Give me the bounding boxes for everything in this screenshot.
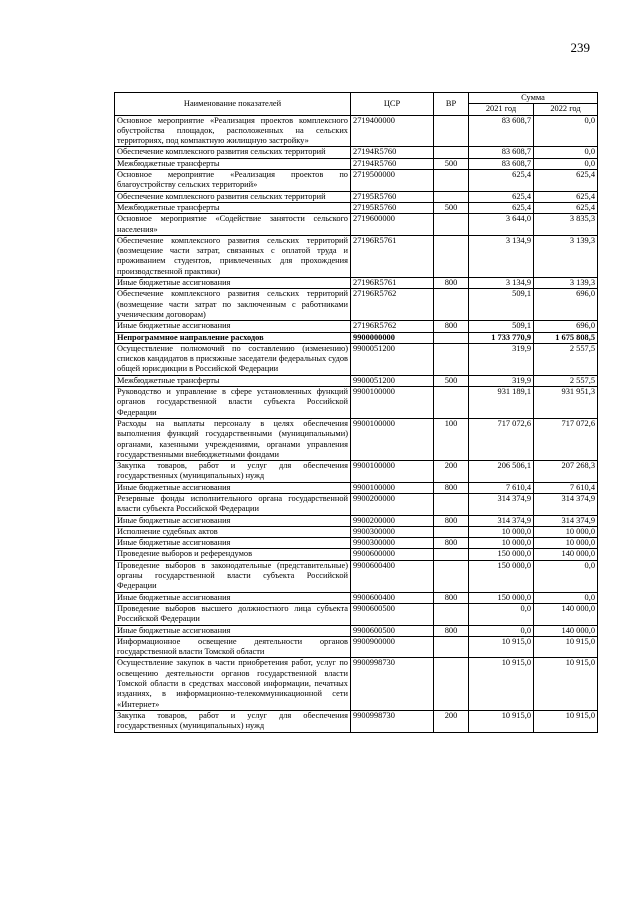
- row-name: Обеспечение комплексного развития сельских территорий: [115, 147, 351, 158]
- row-name: Межбюджетные трансферты: [115, 158, 351, 169]
- row-name: Обеспечение комплексного развития сельских территорий (возмещение части затрат по заключенным с работниками ученическим договорам): [115, 289, 351, 321]
- header-csr: ЦСР: [351, 93, 434, 116]
- row-csr: 9900200000: [351, 493, 434, 515]
- row-sum-2022: 314 374,9: [534, 515, 598, 526]
- row-name: Проведение выборов и референдумов: [115, 549, 351, 560]
- row-vr: [434, 343, 469, 375]
- table-row: [115, 321, 598, 332]
- row-vr: [434, 147, 469, 158]
- table-row: [115, 147, 598, 158]
- row-sum-2021: 319,9: [469, 375, 534, 386]
- row-sum-2021: 0,0: [469, 603, 534, 625]
- row-name: Иные бюджетные ассигнования: [115, 625, 351, 636]
- row-vr: [434, 170, 469, 192]
- table-row: [115, 375, 598, 386]
- table-row: [115, 115, 598, 147]
- header-vr: ВР: [434, 93, 469, 116]
- row-sum-2021: 150 000,0: [469, 549, 534, 560]
- table-row: [115, 387, 598, 419]
- row-sum-2021: 150 000,0: [469, 592, 534, 603]
- row-csr: 9900300000: [351, 538, 434, 549]
- row-name: Закупка товаров, работ и услуг для обеспечения государственных (муниципальных) нужд: [115, 710, 351, 732]
- row-sum-2022: 10 000,0: [534, 526, 598, 537]
- row-sum-2022: 717 072,6: [534, 418, 598, 460]
- row-csr: 9900900000: [351, 636, 434, 658]
- row-csr: 27196R5762: [351, 321, 434, 332]
- row-name: Резервные фонды исполнительного органа государственной власти субъекта Российской Федерации: [115, 493, 351, 515]
- row-csr: 9900600000: [351, 549, 434, 560]
- row-sum-2022: 696,0: [534, 321, 598, 332]
- header-sum: Сумма: [469, 93, 598, 104]
- row-sum-2021: 10 915,0: [469, 658, 534, 710]
- table-row: [115, 235, 598, 277]
- table-header: [115, 93, 598, 116]
- row-csr: 9900600400: [351, 592, 434, 603]
- table-row: [115, 710, 598, 732]
- table-row: [115, 625, 598, 636]
- row-sum-2022: 3 139,3: [534, 278, 598, 289]
- row-vr: [434, 332, 469, 343]
- row-sum-2021: 509,1: [469, 289, 534, 321]
- row-name: Исполнение судебных актов: [115, 526, 351, 537]
- row-name: Обеспечение комплексного развития сельских территорий (возмещение части затрат, связанных с оплатой труда и проживанием студентов, привлеченных для прохождения производственной практики): [115, 235, 351, 277]
- row-vr: 500: [434, 375, 469, 386]
- table-row: [115, 343, 598, 375]
- row-csr: 9900100000: [351, 387, 434, 419]
- row-vr: 800: [434, 278, 469, 289]
- row-sum-2022: 625,4: [534, 191, 598, 202]
- row-vr: [434, 560, 469, 592]
- row-name: Проведение выборов высшего должностного лица субъекта Российской Федерации: [115, 603, 351, 625]
- row-csr: 27195R5760: [351, 202, 434, 213]
- table-row: [115, 549, 598, 560]
- row-sum-2022: 140 000,0: [534, 549, 598, 560]
- row-vr: 800: [434, 592, 469, 603]
- row-name: Иные бюджетные ассигнования: [115, 482, 351, 493]
- row-sum-2022: 625,4: [534, 170, 598, 192]
- table-body: [115, 115, 598, 732]
- row-sum-2022: 140 000,0: [534, 625, 598, 636]
- row-sum-2021: 625,4: [469, 170, 534, 192]
- row-vr: 500: [434, 158, 469, 169]
- row-csr: 9900600500: [351, 603, 434, 625]
- table-row: [115, 158, 598, 169]
- row-sum-2022: 10 915,0: [534, 636, 598, 658]
- row-name: Осуществление полномочий по составлению (изменению) списков кандидатов в присяжные заседатели федеральных судов общей юрисдикции в Российской Федерации: [115, 343, 351, 375]
- row-name: Иные бюджетные ассигнования: [115, 538, 351, 549]
- row-vr: [434, 235, 469, 277]
- row-vr: [434, 549, 469, 560]
- row-sum-2022: 0,0: [534, 158, 598, 169]
- row-name: Руководство и управление в сфере установленных функций органов государственной власти субъекта Российской Федерации: [115, 387, 351, 419]
- row-csr: 9900998730: [351, 710, 434, 732]
- row-sum-2021: 717 072,6: [469, 418, 534, 460]
- row-name: Основное мероприятие «Содействие занятости сельского населения»: [115, 214, 351, 236]
- row-csr: 9900051200: [351, 375, 434, 386]
- row-name: Межбюджетные трансферты: [115, 202, 351, 213]
- row-csr: 27196R5761: [351, 278, 434, 289]
- row-vr: [434, 387, 469, 419]
- row-sum-2022: 10 915,0: [534, 710, 598, 732]
- table-row: [115, 418, 598, 460]
- row-name: Проведение выборов в законодательные (представительные) органы государственной власти субъекта Российской Федерации: [115, 560, 351, 592]
- table-row: [115, 214, 598, 236]
- row-sum-2021: 625,4: [469, 191, 534, 202]
- row-name: Обеспечение комплексного развития сельских территорий: [115, 191, 351, 202]
- row-sum-2022: 0,0: [534, 147, 598, 158]
- row-sum-2021: 1 733 770,9: [469, 332, 534, 343]
- row-sum-2021: 3 644,0: [469, 214, 534, 236]
- row-sum-2021: 314 374,9: [469, 515, 534, 526]
- header-name: Наименование показателей: [115, 93, 351, 116]
- row-name: Иные бюджетные ассигнования: [115, 278, 351, 289]
- table-row: [115, 515, 598, 526]
- row-vr: 100: [434, 418, 469, 460]
- budget-table: [114, 92, 598, 733]
- row-sum-2021: 3 134,9: [469, 278, 534, 289]
- row-vr: 800: [434, 515, 469, 526]
- row-sum-2022: 931 951,3: [534, 387, 598, 419]
- row-csr: 2719400000: [351, 115, 434, 147]
- table-row: [115, 191, 598, 202]
- table-row: [115, 202, 598, 213]
- row-name: Непрограммное направление расходов: [115, 332, 351, 343]
- table-row: [115, 560, 598, 592]
- row-vr: 200: [434, 710, 469, 732]
- row-sum-2021: 10 000,0: [469, 526, 534, 537]
- row-name: Расходы на выплаты персоналу в целях обеспечения выполнения функций государственными (муниципальными) органами, казенными учреждениями, органами управления государственными внебюджетными фондами: [115, 418, 351, 460]
- row-sum-2021: 3 134,9: [469, 235, 534, 277]
- row-sum-2022: 2 557,5: [534, 343, 598, 375]
- row-sum-2021: 314 374,9: [469, 493, 534, 515]
- row-sum-2021: 931 189,1: [469, 387, 534, 419]
- row-sum-2021: 0,0: [469, 625, 534, 636]
- row-sum-2021: 206 506,1: [469, 461, 534, 483]
- row-vr: 800: [434, 482, 469, 493]
- table-row: [115, 538, 598, 549]
- table-row: [115, 636, 598, 658]
- row-sum-2022: 140 000,0: [534, 603, 598, 625]
- row-vr: [434, 636, 469, 658]
- table-row: [115, 170, 598, 192]
- row-csr: 9900100000: [351, 461, 434, 483]
- row-sum-2021: 625,4: [469, 202, 534, 213]
- table-row: [115, 592, 598, 603]
- row-sum-2021: 10 000,0: [469, 538, 534, 549]
- row-csr: 9900100000: [351, 482, 434, 493]
- table-row: [115, 658, 598, 710]
- row-sum-2022: 10 915,0: [534, 658, 598, 710]
- table-row: [115, 493, 598, 515]
- row-sum-2021: 150 000,0: [469, 560, 534, 592]
- row-sum-2021: 10 915,0: [469, 636, 534, 658]
- table-row: [115, 603, 598, 625]
- row-name: Информационное освещение деятельности органов государственной власти Томской области: [115, 636, 351, 658]
- row-vr: [434, 214, 469, 236]
- header-2022: 2022 год: [534, 104, 598, 115]
- table-row: [115, 332, 598, 343]
- row-vr: 200: [434, 461, 469, 483]
- row-csr: 2719500000: [351, 170, 434, 192]
- row-name: Иные бюджетные ассигнования: [115, 592, 351, 603]
- row-csr: 27194R5760: [351, 147, 434, 158]
- row-name: Основное мероприятие «Реализация проектов по благоустройству сельских территорий»: [115, 170, 351, 192]
- row-vr: [434, 526, 469, 537]
- row-vr: [434, 493, 469, 515]
- row-vr: 800: [434, 321, 469, 332]
- row-name: Иные бюджетные ассигнования: [115, 515, 351, 526]
- row-name: Закупка товаров, работ и услуг для обеспечения государственных (муниципальных) нужд: [115, 461, 351, 483]
- row-csr: 9900600500: [351, 625, 434, 636]
- row-sum-2022: 0,0: [534, 115, 598, 147]
- row-csr: 9900998730: [351, 658, 434, 710]
- row-vr: 800: [434, 538, 469, 549]
- row-sum-2022: 696,0: [534, 289, 598, 321]
- row-vr: [434, 289, 469, 321]
- row-sum-2021: 83 608,7: [469, 147, 534, 158]
- row-sum-2022: 314 374,9: [534, 493, 598, 515]
- row-sum-2022: 3 139,3: [534, 235, 598, 277]
- row-sum-2021: 83 608,7: [469, 158, 534, 169]
- row-vr: [434, 603, 469, 625]
- row-csr: 9900600400: [351, 560, 434, 592]
- row-csr: 9900051200: [351, 343, 434, 375]
- row-csr: 27196R5762: [351, 289, 434, 321]
- row-vr: [434, 191, 469, 202]
- row-sum-2022: 625,4: [534, 202, 598, 213]
- row-csr: 9900100000: [351, 418, 434, 460]
- table-row: [115, 482, 598, 493]
- row-sum-2022: 10 000,0: [534, 538, 598, 549]
- row-csr: 27194R5760: [351, 158, 434, 169]
- row-sum-2021: 7 610,4: [469, 482, 534, 493]
- row-csr: 2719600000: [351, 214, 434, 236]
- row-vr: [434, 658, 469, 710]
- row-sum-2021: 83 608,7: [469, 115, 534, 147]
- row-vr: 800: [434, 625, 469, 636]
- row-name: Иные бюджетные ассигнования: [115, 321, 351, 332]
- row-csr: 9900200000: [351, 515, 434, 526]
- row-sum-2022: 0,0: [534, 592, 598, 603]
- row-vr: [434, 115, 469, 147]
- row-csr: 9900000000: [351, 332, 434, 343]
- row-sum-2021: 10 915,0: [469, 710, 534, 732]
- row-csr: 27195R5760: [351, 191, 434, 202]
- row-sum-2022: 1 675 808,5: [534, 332, 598, 343]
- table-row: [115, 278, 598, 289]
- row-sum-2022: 2 557,5: [534, 375, 598, 386]
- row-sum-2022: 207 268,3: [534, 461, 598, 483]
- row-vr: 500: [434, 202, 469, 213]
- page-number: 239: [570, 40, 590, 55]
- row-name: Осуществление закупок в части приобретения работ, услуг по освещению деятельности органов государственной власти Томской области в средствах массовой информации, печатных изданиях, в информационно-телекоммуникационной сети «Интернет»: [115, 658, 351, 710]
- row-sum-2021: 509,1: [469, 321, 534, 332]
- row-sum-2022: 0,0: [534, 560, 598, 592]
- row-sum-2022: 3 835,3: [534, 214, 598, 236]
- row-sum-2022: 7 610,4: [534, 482, 598, 493]
- row-sum-2021: 319,9: [469, 343, 534, 375]
- table-row: [115, 461, 598, 483]
- row-csr: 9900300000: [351, 526, 434, 537]
- row-name: Основное мероприятие «Реализация проектов комплексного обустройства площадок, расположенных на сельских территориях, под компактную жилищную застройку»: [115, 115, 351, 147]
- row-csr: 27196R5761: [351, 235, 434, 277]
- header-2021: 2021 год: [469, 104, 534, 115]
- table-row: [115, 289, 598, 321]
- table-row: [115, 526, 598, 537]
- row-name: Межбюджетные трансферты: [115, 375, 351, 386]
